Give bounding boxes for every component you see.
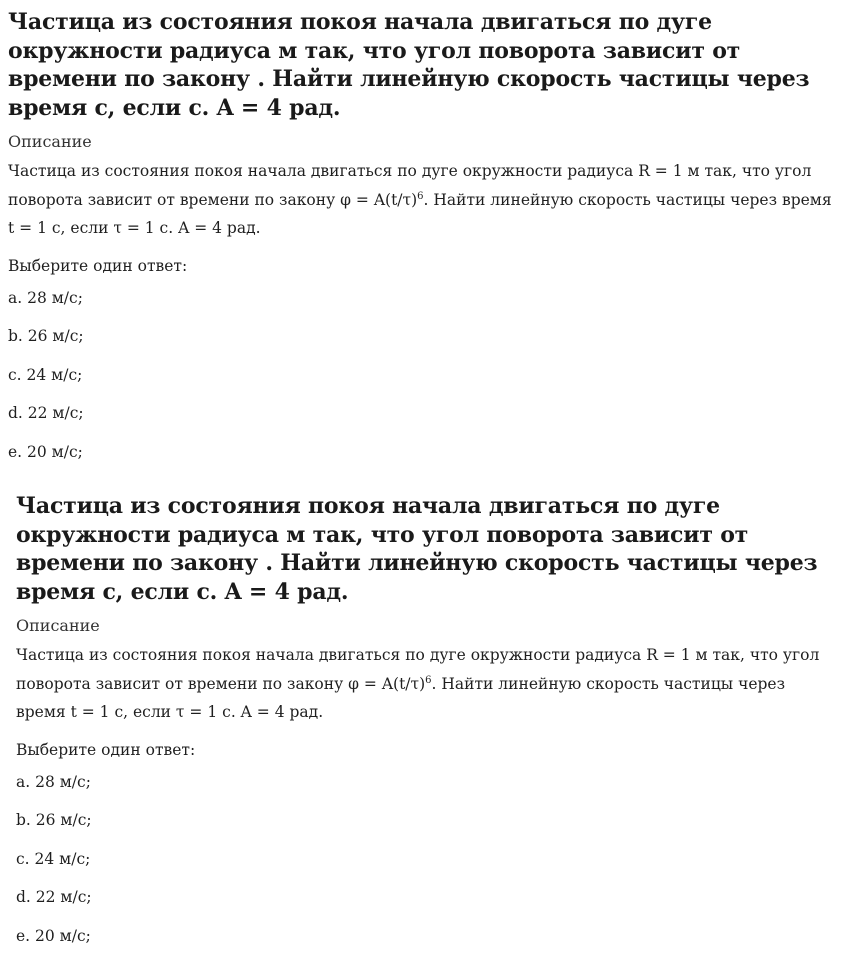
answer-prompt: Выберите один ответ: [16,740,196,759]
description-exponent: 6 [425,674,432,686]
answer-list [8,287,839,480]
answer-option-c[interactable]: c. 24 м/с; [8,365,83,384]
answer-option-d[interactable]: d. 22 м/с; [16,888,92,906]
answer-option-e[interactable]: e. 20 м/с; [16,926,91,945]
description-tail: . Найти линейную скорость частицы через время t = 1 с, если τ = 1 с. A = 4 рад. [16,674,786,721]
question-title: Частица из состояния покоя начала двигаться по дуге окружности радиуса м так, что угол поворота зависит от времени по закону . Найти линейную скорость частицы через время с, если с. A = 4 рад. [8,9,810,121]
description-main: Частица из состояния покоя начала двигаться по дуге окружности радиуса R = 1 м так, что угол поворота зависит от времени по закону φ = A(t/τ) [16,646,820,693]
answer-option-a[interactable]: a. 28 м/с; [16,772,91,791]
description-exponent: 6 [417,190,424,202]
description-text [16,641,835,727]
answer-option-e[interactable]: e. 20 м/с; [8,442,83,461]
answer-option-b[interactable]: b. 26 м/с; [8,327,84,345]
description-main: Частица из состояния покоя начала двигаться по дуге окружности радиуса R = 1 м так, что угол поворота зависит от времени по закону φ = A(t/τ) [8,162,812,209]
description-text [8,157,839,243]
answer-option-b[interactable]: b. 26 м/с; [16,811,92,829]
answer-option-d[interactable]: d. 22 м/с; [8,404,84,422]
description-tail: . Найти линейную скорость частицы через время t = 1 с, если τ = 1 с. A = 4 рад. [8,190,832,237]
question-title: Частица из состояния покоя начала двигаться по дуге окружности радиуса м так, что угол поворота зависит от времени по закону . Найти линейную скорость частицы через время с, если с. A = 4 рад. [16,493,818,605]
answer-option-a[interactable]: a. 28 м/с; [8,288,83,307]
description-label: Описание [8,132,92,151]
answer-option-c[interactable]: c. 24 м/с; [16,849,91,868]
question-block-1 [0,8,847,479]
answer-list [16,771,835,964]
answer-prompt: Выберите один ответ: [8,256,188,275]
description-label: Описание [16,616,100,635]
question-block-2 [0,492,847,963]
